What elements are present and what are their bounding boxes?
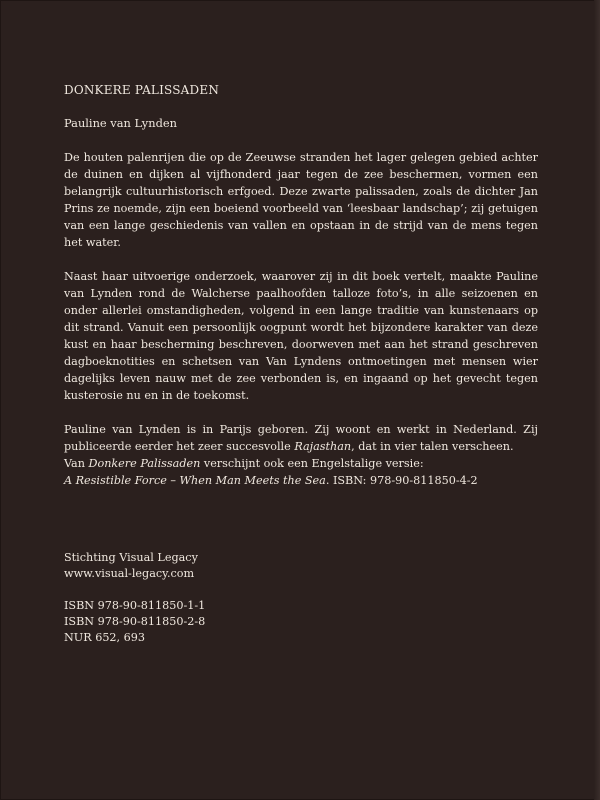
book-title-italic: Donkere Palissaden [88,457,201,470]
english-version-line [64,455,538,472]
description-paragraph-2: Naast haar uitvoerige onderzoek, waarover zij in dit boek vertelt, maakte Pauline van Lynden rond de Walcherse paalhoofden talloze foto’s, in alle seizoenen en onder allerlei omstandigheden, volgend in een lange traditie van kunstenaars op dit strand. Vanuit een persoonlijk oogpunt wordt het bijzondere karakter van deze kust en haar bescherming beschreven, doorweven met aan het strand geschreven dagboeknotities en schetsen van Van Lyndens ontmoetingen met mensen wier dagelijks leven nauw met de zee verbonden is, en ingaand op het gevecht tegen kusterosie nu en in de toekomst. [64,270,538,402]
main-text-block [64,82,538,506]
description-paragraph-1: De houten palenrijen die op de Zeeuwse stranden het lager gelegen gebied achter de duinen en dijken al vijfhonderd jaar tegen de zee beschermen, vormen een belangrijk cultuurhistorisch erfgoed. Deze zwarte palissaden, zoals de dichter Jan Prins ze noemde, zijn een boeiend voorbeeld van ‘leesbaar landschap’; zij getuigen van een lange geschiedenis van vallen en opstaan in de strijd van de mens tegen het water. [64,151,538,249]
publisher-website: www.visual-legacy.com [64,567,195,580]
english-version-prefix: Van [64,457,89,470]
author-bio [64,421,538,489]
author-name: Pauline van Lynden [64,116,177,130]
nur-code: NUR 652, 693 [64,631,146,644]
isbn-2: ISBN 978-90-811850-2-8 [64,615,206,628]
book-title: DONKERE PALISSADEN [64,83,220,97]
publisher-name: Stichting Visual Legacy [64,551,198,564]
isbn-1: ISBN 978-90-811850-1-1 [64,599,206,612]
book-identifiers [64,598,205,646]
previous-book-title: Rajasthan [294,440,352,453]
english-version-text: verschijnt ook een Engelstalige versie: [200,457,424,470]
bio-text-start: Pauline van Lynden is in Parijs geboren. Zij woont en werkt in Nederland. Zij publiceerde eerder het zeer succesvolle [64,423,538,453]
publisher-contact [64,550,205,582]
english-edition-title: A Resistible Force – When Man Meets the Sea [64,474,326,487]
english-edition-isbn: . ISBN: 978-90-811850-4-2 [325,474,478,487]
english-edition-line [64,472,538,489]
publisher-info [64,550,205,662]
bio-text-end: , dat in vier talen verscheen. [351,440,514,453]
